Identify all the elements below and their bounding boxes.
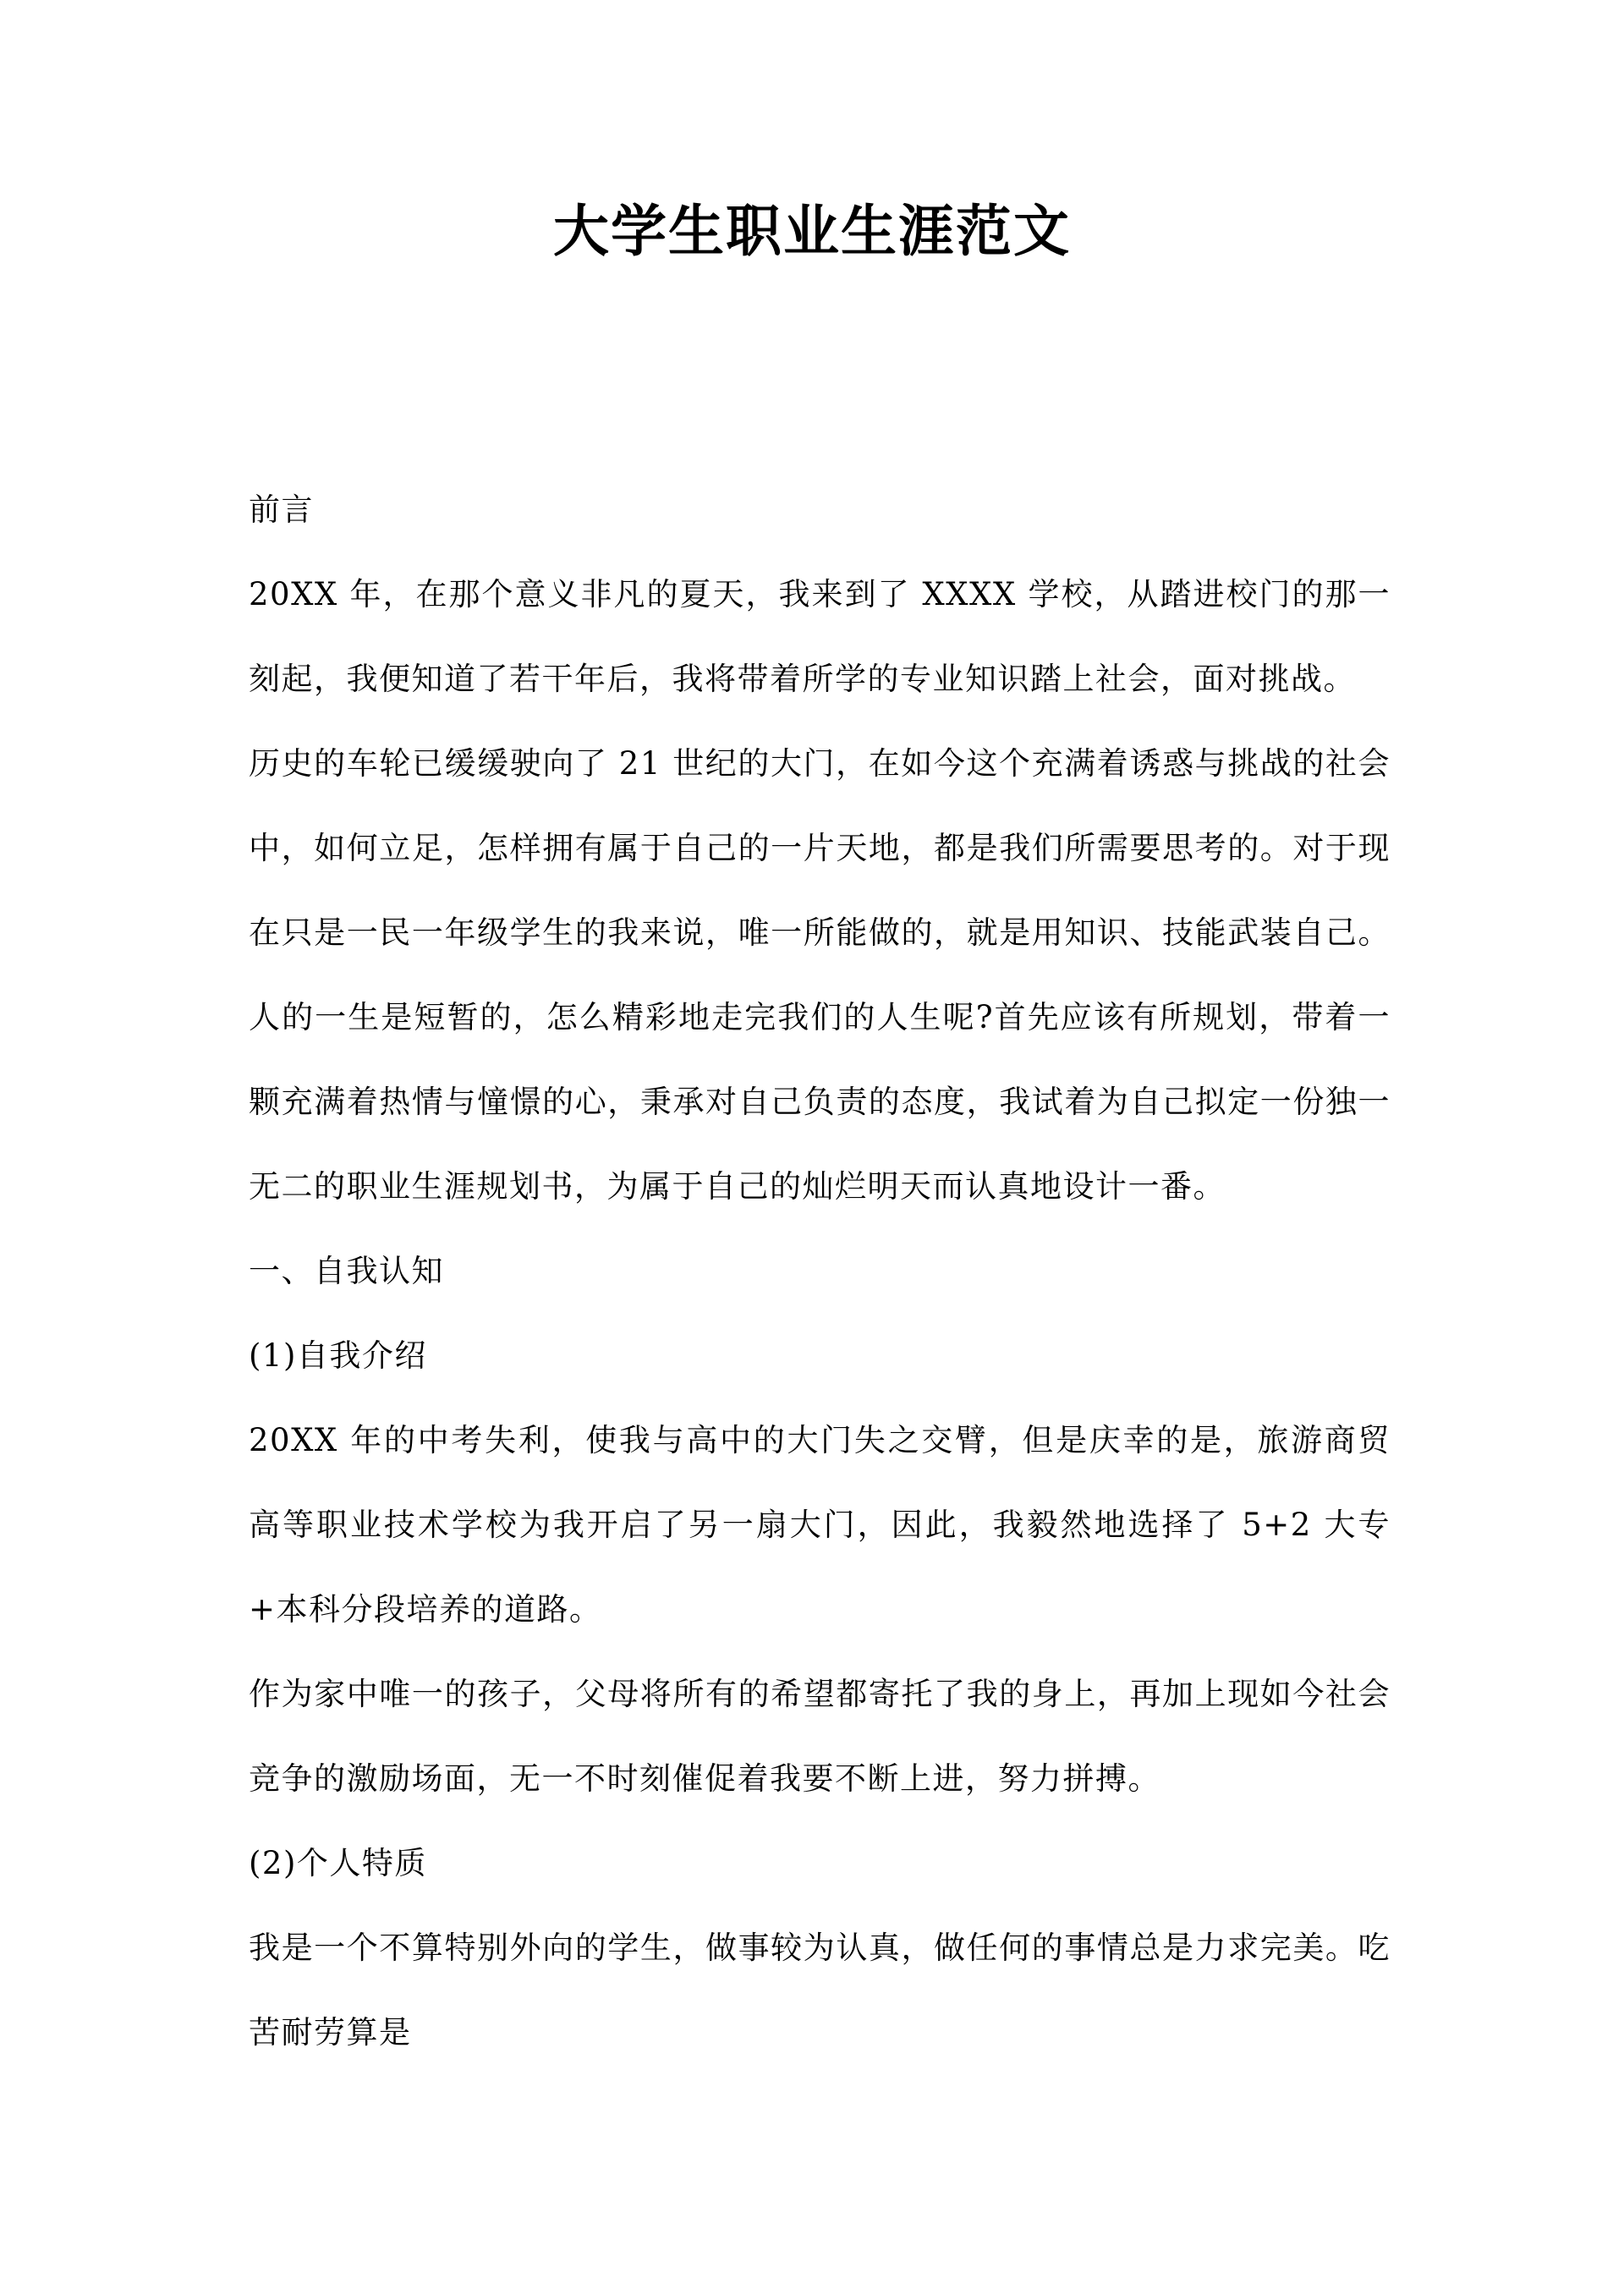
subsection-heading: (1)自我介绍 [249, 1337, 427, 1374]
section-heading: 一、自我认知 [249, 1253, 444, 1289]
document-body [249, 468, 1391, 2075]
paragraph: 20XX 年，在那个意义非凡的夏天，我来到了 XXXX 学校，从踏进校门的那一刻起，我便知道了若干年后，我将带着所学的专业知识踏上社会，面对挑战。 [249, 576, 1391, 697]
paragraph: 我是一个不算特别外向的学生，做事较为认真，做任何的事情总是力求完美。吃苦耐劳算是 [249, 1930, 1391, 2051]
paragraph: 作为家中唯一的孩子，父母将所有的希望都寄托了我的身上，再加上现如今社会竞争的激励场面，无一不时刻催促着我要不断上进，努力拼搏。 [249, 1676, 1391, 1797]
section-heading-preface: 前言 [249, 491, 314, 528]
document-title: 大学生职业生涯范文 [553, 198, 1071, 264]
paragraph: 历史的车轮已缓缓驶向了 21 世纪的大门，在如今这个充满着诱惑与挑战的社会中，如何立足，怎样拥有属于自己的一片天地，都是我们所需要思考的。对于现在只是一民一年级学生的我来说，唯一所能做的，就是用知识、技能武装自己。人的一生是短暂的，怎么精彩地走完我们的人生呢?首先应该有所规划，带着一颗充满着热情与憧憬的心，秉承对自己负责的态度，我试着为自己拟定一份独一无二的职业生涯规划书，为属于自己的灿烂明天而认真地设计一番。 [249, 745, 1391, 1205]
paragraph: 20XX 年的中考失利，使我与高中的大门失之交臂，但是庆幸的是，旅游商贸高等职业技术学校为我开启了另一扇大门，因此，我毅然地选择了 5+2 大专+本科分段培养的道路。 [249, 1422, 1391, 1628]
subsection-heading: (2)个人特质 [249, 1845, 427, 1881]
